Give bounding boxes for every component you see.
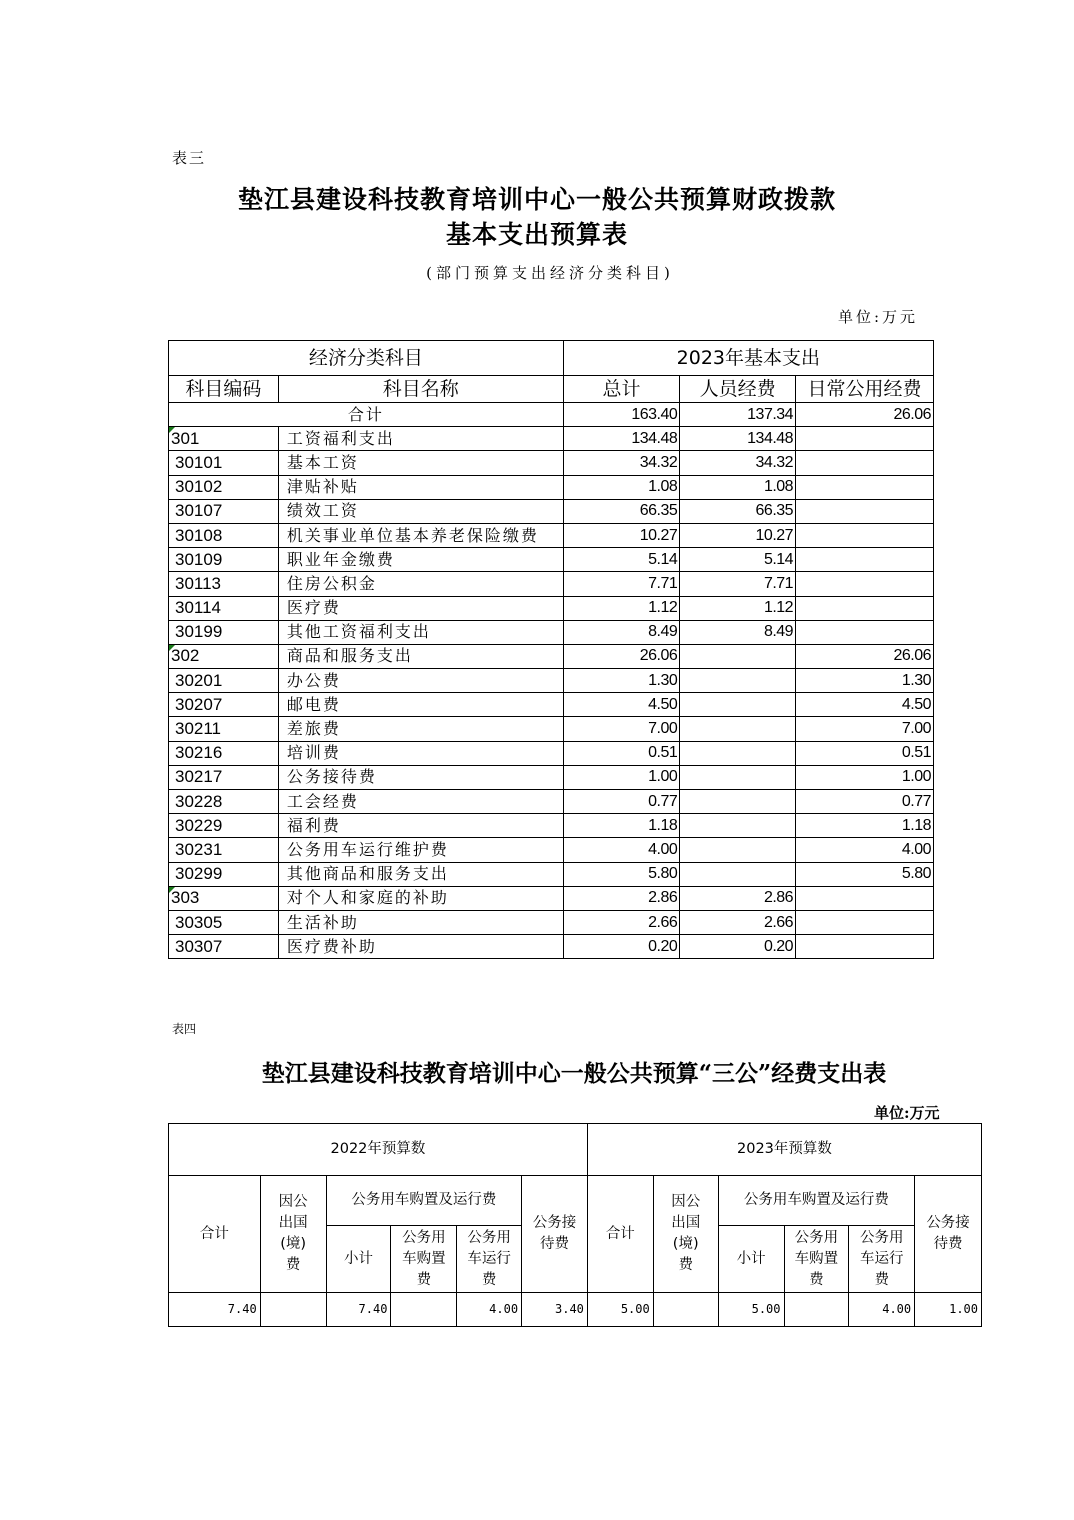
amount-personnel: 2.86: [680, 886, 796, 910]
subject-name: 差旅费: [278, 717, 563, 741]
amount-daily: [796, 548, 934, 572]
amount-daily: 26.06: [796, 644, 934, 668]
subject-name: 工资福利支出: [278, 427, 563, 451]
col-vehicle-group-2023: 公务用车购置及运行费: [718, 1176, 914, 1226]
table-row: [169, 935, 934, 959]
amount-daily: 0.51: [796, 741, 934, 765]
amount-total: 134.48: [563, 427, 680, 451]
subject-name: 基本工资: [278, 451, 563, 475]
amount-total: 5.14: [563, 548, 680, 572]
subject-code: 30211: [169, 717, 279, 741]
amount-total: 66.35: [563, 499, 680, 523]
table-row: [169, 523, 934, 547]
amount-total: 8.49: [563, 620, 680, 644]
subject-name: 培训费: [278, 741, 563, 765]
amount-total: 0.20: [563, 935, 680, 959]
amount-personnel: [680, 644, 796, 668]
amount-daily: [796, 523, 934, 547]
subject-code: 30113: [169, 572, 279, 596]
v2023-operation: 4.00: [849, 1293, 915, 1327]
table-row: [169, 862, 934, 886]
amount-total: 2.86: [563, 886, 680, 910]
total-row: [169, 403, 934, 427]
amount-total: 34.32: [563, 451, 680, 475]
subject-name: 办公费: [278, 669, 563, 693]
header-2023: 2023年预算数: [587, 1124, 981, 1176]
col-subtotal-2023: 小计: [718, 1226, 784, 1293]
table-row: [169, 427, 934, 451]
subject-name: 津贴补贴: [278, 475, 563, 499]
subject-name: 邮电费: [278, 693, 563, 717]
amount-daily: 1.18: [796, 814, 934, 838]
amount-total: 5.80: [563, 862, 680, 886]
amount-personnel: [680, 717, 796, 741]
amount-personnel: 34.32: [680, 451, 796, 475]
table-row: [169, 548, 934, 572]
subject-code: 30229: [169, 814, 279, 838]
amount-total: 4.00: [563, 838, 680, 862]
col-reception-2022: 公务接待费: [522, 1176, 588, 1293]
amount-total: 1.00: [563, 765, 680, 789]
subject-name: 工会经费: [278, 790, 563, 814]
amount-personnel: 134.48: [680, 427, 796, 451]
amount-total: 7.00: [563, 717, 680, 741]
header-2022: 2022年预算数: [169, 1124, 588, 1176]
subject-name: 机关事业单位基本养老保险缴费: [278, 523, 563, 547]
v2022-purchase: [391, 1293, 457, 1327]
total-total: 163.40: [563, 403, 680, 427]
subject-code: 30101: [169, 451, 279, 475]
amount-daily: 4.00: [796, 838, 934, 862]
v2022-abroad: [260, 1293, 326, 1327]
amount-personnel: 0.20: [680, 935, 796, 959]
table3-unit: 单位:万元: [838, 308, 919, 326]
amount-total: 1.30: [563, 669, 680, 693]
table-row: [169, 620, 934, 644]
header-code: 科目编码: [169, 376, 279, 403]
subject-code: 302: [169, 644, 279, 668]
amount-daily: [796, 451, 934, 475]
subject-code: 30299: [169, 862, 279, 886]
col-operation-2022: 公务用车运行费: [457, 1226, 522, 1293]
table-row: [169, 669, 934, 693]
subject-name: 其他商品和服务支出: [278, 862, 563, 886]
subject-code: 30114: [169, 596, 279, 620]
amount-total: 7.71: [563, 572, 680, 596]
subject-name: 医疗费: [278, 596, 563, 620]
subject-name: 生活补助: [278, 910, 563, 934]
v2023-reception: 1.00: [915, 1293, 982, 1327]
col-purchase-2022: 公务用车购置费: [391, 1226, 457, 1293]
table4-label: 表四: [172, 1022, 197, 1036]
amount-daily: [796, 910, 934, 934]
subject-code: 30108: [169, 523, 279, 547]
table-row: [169, 790, 934, 814]
amount-personnel: [680, 765, 796, 789]
amount-daily: 0.77: [796, 790, 934, 814]
subject-name: 福利费: [278, 814, 563, 838]
header-basic-expenditure: 2023年基本支出: [563, 341, 933, 376]
amount-total: 1.12: [563, 596, 680, 620]
subject-name: 公务接待费: [278, 765, 563, 789]
v2023-subtotal: 5.00: [718, 1293, 784, 1327]
amount-daily: [796, 935, 934, 959]
col-reception-2023: 公务接待费: [915, 1176, 982, 1293]
subject-code: 30216: [169, 741, 279, 765]
table-row: [169, 596, 934, 620]
amount-total: 26.06: [563, 644, 680, 668]
amount-total: 1.08: [563, 475, 680, 499]
table-row: [169, 717, 934, 741]
header-economic-category: 经济分类科目: [169, 341, 564, 376]
amount-daily: [796, 427, 934, 451]
amount-personnel: 10.27: [680, 523, 796, 547]
subject-name: 绩效工资: [278, 499, 563, 523]
table4-unit: 单位:万元: [874, 1104, 940, 1122]
col-total-2023: 合计: [587, 1176, 653, 1293]
v2023-abroad: [653, 1293, 718, 1327]
col-subtotal-2022: 小计: [326, 1226, 391, 1293]
amount-personnel: 1.12: [680, 596, 796, 620]
table-row: [169, 886, 934, 910]
table-row: [169, 499, 934, 523]
table-row: [169, 814, 934, 838]
v2023-purchase: [784, 1293, 849, 1327]
amount-daily: [796, 620, 934, 644]
subject-name: 商品和服务支出: [278, 644, 563, 668]
table-row: [169, 644, 934, 668]
subject-code: 30199: [169, 620, 279, 644]
table-row: [169, 572, 934, 596]
subject-code: 30307: [169, 935, 279, 959]
subject-code: 30107: [169, 499, 279, 523]
v2022-subtotal: 7.40: [326, 1293, 391, 1327]
amount-personnel: 1.08: [680, 475, 796, 499]
v2023-total: 5.00: [587, 1293, 653, 1327]
amount-personnel: [680, 669, 796, 693]
header-name: 科目名称: [278, 376, 563, 403]
subject-code: 30102: [169, 475, 279, 499]
subject-code: 30207: [169, 693, 279, 717]
amount-daily: 1.30: [796, 669, 934, 693]
col-abroad-2023: 因公出国(境)费: [653, 1176, 718, 1293]
amount-daily: [796, 499, 934, 523]
col-purchase-2023: 公务用车购置费: [784, 1226, 849, 1293]
amount-personnel: [680, 741, 796, 765]
amount-personnel: [680, 814, 796, 838]
subject-code: 30201: [169, 669, 279, 693]
total-daily: 26.06: [796, 403, 934, 427]
subject-code: 30305: [169, 910, 279, 934]
subject-code: 303: [169, 886, 279, 910]
header-daily: 日常公用经费: [796, 376, 934, 403]
table4-three-public-table: [168, 1123, 982, 1327]
amount-total: 1.18: [563, 814, 680, 838]
subject-name: 公务用车运行维护费: [278, 838, 563, 862]
table-row: [169, 693, 934, 717]
col-vehicle-group-2022: 公务用车购置及运行费: [326, 1176, 521, 1226]
col-total-2022: 合计: [169, 1176, 261, 1293]
table-row: [169, 910, 934, 934]
amount-daily: 5.80: [796, 862, 934, 886]
table-row: [169, 765, 934, 789]
table-row: [169, 741, 934, 765]
subject-name: 对个人和家庭的补助: [278, 886, 563, 910]
amount-daily: [796, 475, 934, 499]
subject-code: 30217: [169, 765, 279, 789]
amount-total: 2.66: [563, 910, 680, 934]
amount-personnel: [680, 693, 796, 717]
subject-name: 医疗费补助: [278, 935, 563, 959]
table-row: [169, 838, 934, 862]
col-abroad-2022: 因公出国(境)费: [260, 1176, 326, 1293]
col-operation-2023: 公务用车运行费: [849, 1226, 915, 1293]
subject-code: 301: [169, 427, 279, 451]
amount-total: 4.50: [563, 693, 680, 717]
header-personnel: 人员经费: [680, 376, 796, 403]
v2022-operation: 4.00: [457, 1293, 522, 1327]
amount-daily: [796, 572, 934, 596]
amount-personnel: 5.14: [680, 548, 796, 572]
amount-total: 10.27: [563, 523, 680, 547]
amount-personnel: 66.35: [680, 499, 796, 523]
amount-total: 0.77: [563, 790, 680, 814]
subject-code: 30231: [169, 838, 279, 862]
table3-budget-table: [168, 340, 934, 959]
table4-title: 垫江县建设科技教育培训中心一般公共预算“三公”经费支出表: [261, 1060, 887, 1087]
header-total: 总计: [563, 376, 680, 403]
total-personnel: 137.34: [680, 403, 796, 427]
amount-daily: [796, 886, 934, 910]
amount-personnel: [680, 790, 796, 814]
amount-personnel: 7.71: [680, 572, 796, 596]
total-label: 合计: [169, 403, 564, 427]
table3-title-line1: 垫江县建设科技教育培训中心一般公共预算财政拨款: [237, 185, 836, 214]
amount-personnel: [680, 862, 796, 886]
amount-daily: [796, 596, 934, 620]
v2022-total: 7.40: [169, 1293, 261, 1327]
amount-personnel: [680, 838, 796, 862]
subject-code: 30109: [169, 548, 279, 572]
amount-personnel: 2.66: [680, 910, 796, 934]
table-row: [169, 475, 934, 499]
subject-name: 其他工资福利支出: [278, 620, 563, 644]
table3-title-line2: 基本支出预算表: [445, 220, 628, 249]
table3-subtitle: (部门预算支出经济分类科目): [426, 264, 674, 282]
subject-code: 30228: [169, 790, 279, 814]
amount-daily: 1.00: [796, 765, 934, 789]
table3-label: 表三: [172, 149, 207, 167]
amount-total: 0.51: [563, 741, 680, 765]
subject-name: 职业年金缴费: [278, 548, 563, 572]
table4-values-row: [169, 1293, 982, 1327]
amount-daily: 4.50: [796, 693, 934, 717]
amount-personnel: 8.49: [680, 620, 796, 644]
amount-daily: 7.00: [796, 717, 934, 741]
v2022-reception: 3.40: [522, 1293, 588, 1327]
subject-name: 住房公积金: [278, 572, 563, 596]
table-row: [169, 451, 934, 475]
